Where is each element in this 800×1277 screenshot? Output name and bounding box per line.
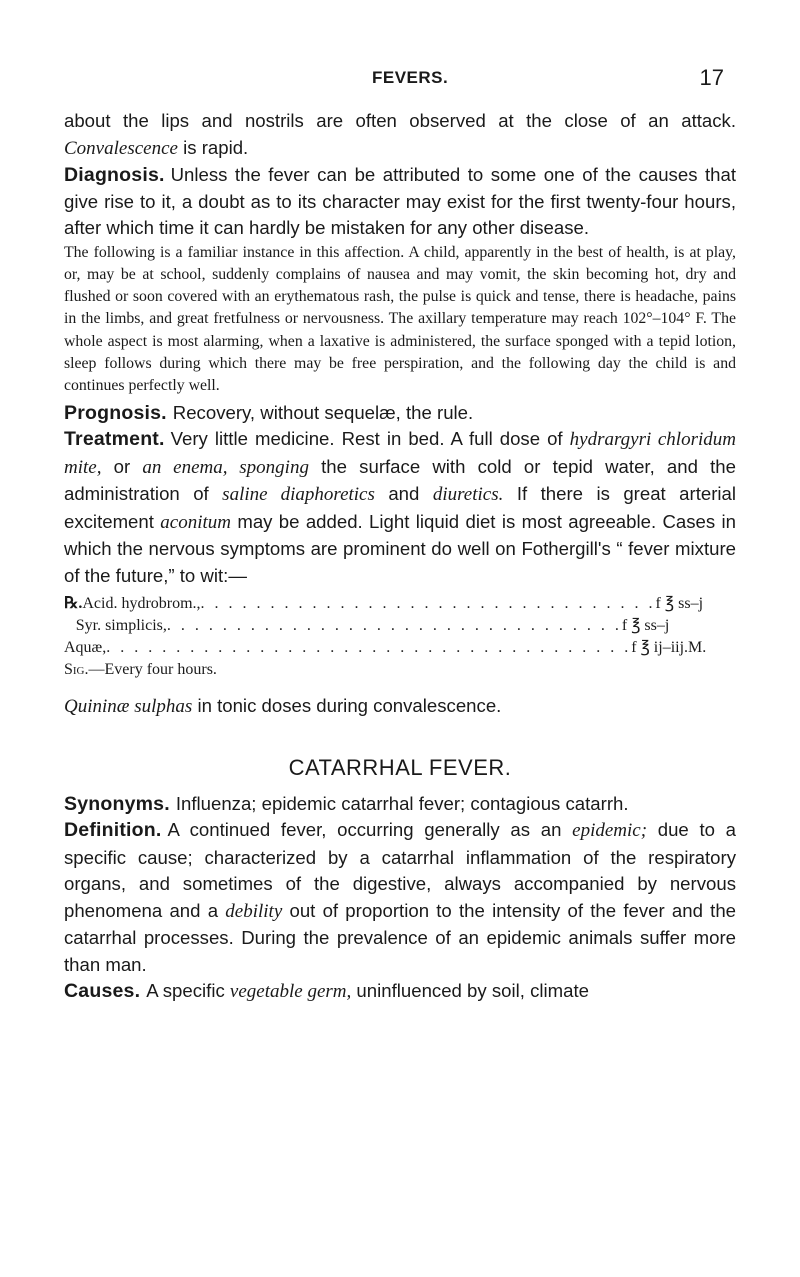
paragraph-text: uninfluenced by soil, climate xyxy=(351,980,589,1002)
italic-term: vegetable germ, xyxy=(229,981,352,1003)
prescription-dose: f ℥ ss–j xyxy=(655,595,704,613)
section-title: CATARRHAL FEVER. xyxy=(288,754,512,780)
running-title: FEVERS. xyxy=(372,68,449,87)
section-heading-definition: Definition. xyxy=(64,819,162,842)
paragraph-text: A specific xyxy=(146,980,230,1002)
paragraph-text: the surface with cold or tepid water, and the administration of xyxy=(64,455,736,505)
italic-term: epidemic; xyxy=(572,820,648,842)
paragraph-text: may be added. Light liquid diet is most agreeable. Cases in which the nervous symptoms are prominent do well on Fothergill's “ fever mixture of the future,” to wit:— xyxy=(64,510,736,586)
recipe-symbol: ℞. xyxy=(64,595,83,613)
paragraph-text: A continued fever, occurring generally as an xyxy=(167,819,573,841)
prescription xyxy=(64,593,736,681)
prescription-row xyxy=(64,637,707,659)
italic-term: an enema, sponging xyxy=(142,456,309,478)
paragraph-text: Recovery, without sequelæ, the rule. xyxy=(172,401,474,423)
paragraph-text: and xyxy=(374,483,433,505)
paragraph-text: Very little medicine. Rest in bed. A full dose of xyxy=(170,428,570,450)
misce-sign: M. xyxy=(688,639,707,657)
prescription-dose: f ℥ ij–iij. xyxy=(631,639,689,657)
sig-label: Sig. xyxy=(64,661,89,679)
italic-term: hydrargyri chloridum mite, xyxy=(64,429,736,478)
prescription-row xyxy=(64,593,704,615)
paragraph-treatment xyxy=(64,426,736,589)
italic-term: diuretics. xyxy=(432,484,504,506)
section-heading-diagnosis: Diagnosis. xyxy=(64,164,165,186)
paragraph-text: or xyxy=(101,455,143,477)
section-heading-causes: Causes. xyxy=(64,980,141,1003)
italic-term: aconitum xyxy=(160,511,231,533)
prescription-row xyxy=(64,615,704,637)
paragraph-convalescence xyxy=(64,108,736,162)
paragraph-text: due to a specific cause; characterized by a catarrhal inflammation of the respiratory organs, and sometimes of the digestive, always accompanied by nervous phenomena and a xyxy=(64,819,736,921)
section-heading-prognosis: Prognosis. xyxy=(64,401,167,424)
paragraph-prognosis xyxy=(64,400,736,427)
leader-dots: . . . . . . . . . . . . . . . . . . . . . . . . . . . . . . . . . xyxy=(200,595,656,613)
paragraph-quinine xyxy=(64,693,736,721)
prescription-ingredient: Acid. hydrobrom., xyxy=(82,595,201,613)
paragraph-definition xyxy=(64,817,736,978)
paragraph-instance: The following is a familiar instance in this affection. A child, apparently in the best of health, is at play, or, may be at school, suddenly complains of nausea and may vomit, the skin becoming hot, dry and flushed or soon covered with an erythematous rash, the pulse is quick and tense, there is headache, pains in the limbs, and great fretfulness or nervousness. The axillary temperature may reach 102°–104° F. The whole aspect is most alarming, when a laxative is administered, the surface sponged with a tepid lotion, sleep follows during which there may be free perspiration, and the following day the child is and continues perfectly well. xyxy=(64,243,736,395)
paragraph-text: Unless the fever can be attributed to some one of the causes that give rise to it, a doubt as to its character may exist for the first twenty-four hours, after which time it can hardly be mistaken for any other disease. xyxy=(64,164,736,238)
paragraph-text: out of proportion to the intensity of the fever and the catarrhal processes. During the prevalence of an epidemic animals suffer more than man. xyxy=(64,899,736,975)
prescription-dose: f ℥ ss–j xyxy=(621,617,670,635)
paragraph-text: If there is great arterial excitement xyxy=(64,483,737,532)
sig-text: —Every four hours. xyxy=(88,661,217,679)
leader-dots: . . . . . . . . . . . . . . . . . . . . . . . . . . . . . . . . . xyxy=(166,617,622,635)
paragraph-causes xyxy=(64,978,736,1006)
italic-term: Quininæ sulphas xyxy=(64,696,193,718)
paragraph-synonyms xyxy=(64,791,736,818)
paragraph-text: is rapid. xyxy=(177,136,249,158)
prescription-ingredient: Aquæ, xyxy=(64,639,107,657)
leader-dots: . . . . . . . . . . . . . . . . . . . . . . . . . . . . . . . . . . . . . . xyxy=(106,639,632,657)
section-heading-treatment: Treatment. xyxy=(64,428,165,451)
section-heading-synonyms: Synonyms. xyxy=(64,792,170,815)
signa-line xyxy=(64,659,736,681)
page-header xyxy=(0,65,800,92)
page-number: 17 xyxy=(699,65,724,90)
paragraph-text: in tonic doses during convalescence. xyxy=(192,695,502,717)
italic-term: saline diaphoretics xyxy=(222,484,375,506)
italic-term: debility xyxy=(225,900,283,922)
paragraph-text: Influenza; epidemic catarrhal fever; contagious catarrh. xyxy=(175,792,629,814)
prescription-ingredient: Syr. simplicis, xyxy=(75,617,167,635)
italic-term: Convalescence xyxy=(64,137,178,159)
page-body xyxy=(64,108,736,1006)
paragraph-diagnosis xyxy=(64,162,736,242)
paragraph-text: about the lips and nostrils are often observed at the close of an attack. xyxy=(64,110,736,131)
